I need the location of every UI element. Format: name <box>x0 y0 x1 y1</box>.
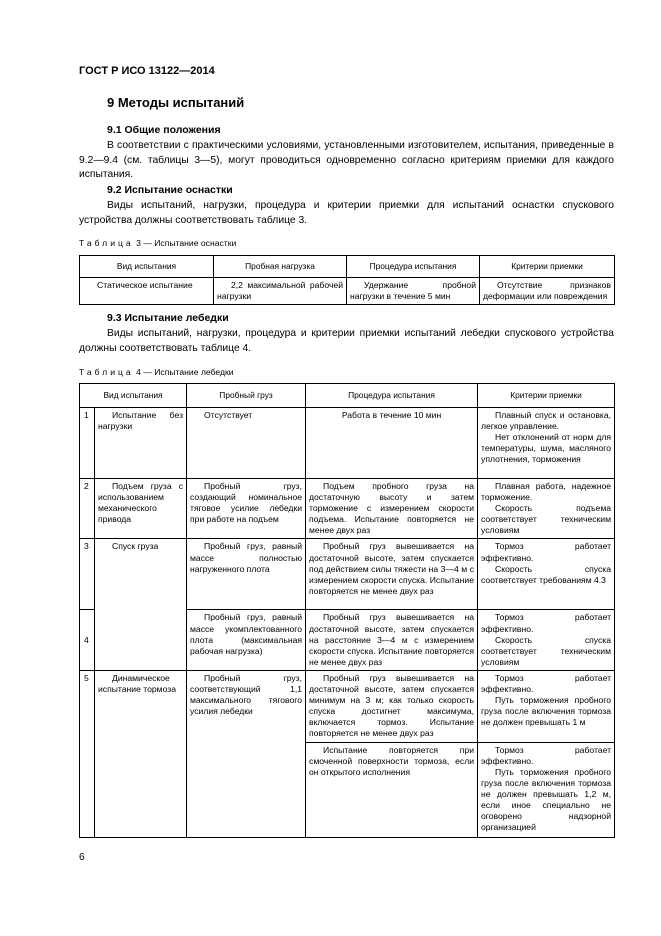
table-3-caption <box>79 238 236 248</box>
table-3-header-load: Пробная нагрузка <box>214 256 347 278</box>
row-number: 5 <box>80 670 95 837</box>
procedure-cell: Пробный груз вывешивается на достаточной высоте, затем спускается минимум на 3 м; как только скорость спуска достигнет максимума, включается тормоз. Испытание повторяется не менее двух раз <box>306 670 478 742</box>
procedure-cell: Испытание повторяется при смоченной поверхности тормоза, если он открытого исполнения <box>306 742 478 837</box>
load-cell: Пробный груз, создающий номинальное тяговое усилие лебедки при работе на подъем <box>187 479 306 539</box>
table-4-caption-label: Таблица <box>79 367 134 377</box>
table-3-cell: Статическое испытание <box>80 278 214 305</box>
table-4-header-criteria: Критерии приемки <box>478 384 615 408</box>
criteria-cell: Тормоз работает эффективно. Скорость спуска соответствует техническим условиям <box>478 610 615 670</box>
table-4-header-type: Вид испытания <box>80 384 187 408</box>
load-cell: Пробный груз, соответствующий 1,1 максимального тягового усилия лебедки <box>187 670 306 837</box>
table-3-caption-label: Таблица <box>79 238 134 248</box>
table-row <box>80 670 615 742</box>
test-type-cell: Спуск груза <box>95 539 187 670</box>
criteria-cell: Тормоз работает эффективно. Путь торможения пробного груза после включения тормоза не должен превышать 1 м <box>478 670 615 742</box>
section-9-3-title: 9.3 Испытание лебедки <box>107 312 229 324</box>
table-4-header-procedure: Процедура испытания <box>306 384 478 408</box>
table-4-caption <box>79 367 234 377</box>
criteria-cell: Плавная работа, надежное торможение. Скорость подъема соответствует техническим условиям <box>478 479 615 539</box>
test-type-cell: Динамическое испытание тормоза <box>95 670 187 837</box>
table-row <box>80 408 615 479</box>
row-number: 2 <box>80 479 95 539</box>
table-3-cell: Отсутствие признаков деформации или повреждения <box>480 278 615 305</box>
section-9-1-title: 9.1 Общие положения <box>107 124 221 136</box>
document-header: ГОСТ Р ИСО 13122—2014 <box>79 65 215 77</box>
procedure-cell: Пробный груз вывешивается на достаточной высоте, затем спускается под действием силы тяжести на 3—4 м с измерением скорости спуска. Испытание повторяется не менее двух раз <box>306 539 478 610</box>
table-row <box>80 479 615 539</box>
table-3-cell: 2,2 максимальной рабочей нагрузки <box>214 278 347 305</box>
test-type-cell: Подъем груза с использованием механического привода <box>95 479 187 539</box>
table-4 <box>79 383 615 838</box>
section-9-title: 9 Методы испытаний <box>107 95 245 110</box>
table-3-header-procedure: Процедура испытания <box>347 256 480 278</box>
section-9-1-text: В соответствии с практическими условиями, установленными изготовителем, испытания, приведенные в 9.2—9.4 (см. таблицы 3—5), могут проводиться одновременно согласно критериям приемки для каждого испытания. <box>79 140 614 181</box>
row-number: 3 <box>80 539 95 610</box>
criteria-cell: Тормоз работает эффективно. Путь торможения пробного груза после включения тормоза не должен превышать 1,2 м, если иное специально не оговорено надзорной организацией <box>478 742 615 837</box>
procedure-cell: Пробный груз вывешивается на достаточной высоте, затем спускается на расстояние 3—4 м с измерением скорости спуска. Испытание повторяется не менее двух раз <box>306 610 478 670</box>
page-number: 6 <box>79 852 85 863</box>
table-row <box>80 539 615 610</box>
table-3-header-type: Вид испытания <box>80 256 214 278</box>
test-type-cell: Испытание без нагрузки <box>95 408 187 479</box>
procedure-cell: Работа в течение 10 мин <box>306 408 478 479</box>
table-3 <box>79 255 615 305</box>
section-9-3-text: Виды испытаний, нагрузки, процедура и критерии приемки испытаний лебедки спускового устройства должны соответствовать таблице 4. <box>79 328 614 354</box>
procedure-cell: Подъем пробного груза на достаточную высоту и затем торможение с измерением скорости подъема. Испытание повторяется не менее двух раз <box>306 479 478 539</box>
section-9-2-text: Виды испытаний, нагрузки, процедура и критерии приемки для испытаний оснастки спускового устройства должны соответствовать таблице 3. <box>79 200 614 226</box>
table-3-cell: Удержание пробной нагрузки в течение 5 мин <box>347 278 480 305</box>
table-4-caption-rest: 4 — Испытание лебедки <box>136 367 234 377</box>
load-cell: Пробный груз, равный массе укомплектованного плота (максимальная рабочая нагрузка) <box>187 610 306 670</box>
criteria-cell: Тормоз работает эффективно. Скорость спуска соответствует требованиям 4.3 <box>478 539 615 610</box>
criteria-cell: Плавный спуск и остановка, легкое управление. Нет отклонений от норм для температуры, шума, масляного уплотнения, торможения <box>478 408 615 479</box>
table-4-header-load: Пробный груз <box>187 384 306 408</box>
load-cell: Пробный груз, равный массе полностью нагруженного плота <box>187 539 306 610</box>
load-cell: Отсутствует <box>187 408 306 479</box>
table-3-caption-rest: 3 — Испытание оснастки <box>136 238 237 248</box>
table-3-header-criteria: Критерии приемки <box>480 256 615 278</box>
row-number: 1 <box>80 408 95 479</box>
row-number: 4 <box>80 610 95 670</box>
section-9-2-title: 9.2 Испытание оснастки <box>107 184 233 196</box>
